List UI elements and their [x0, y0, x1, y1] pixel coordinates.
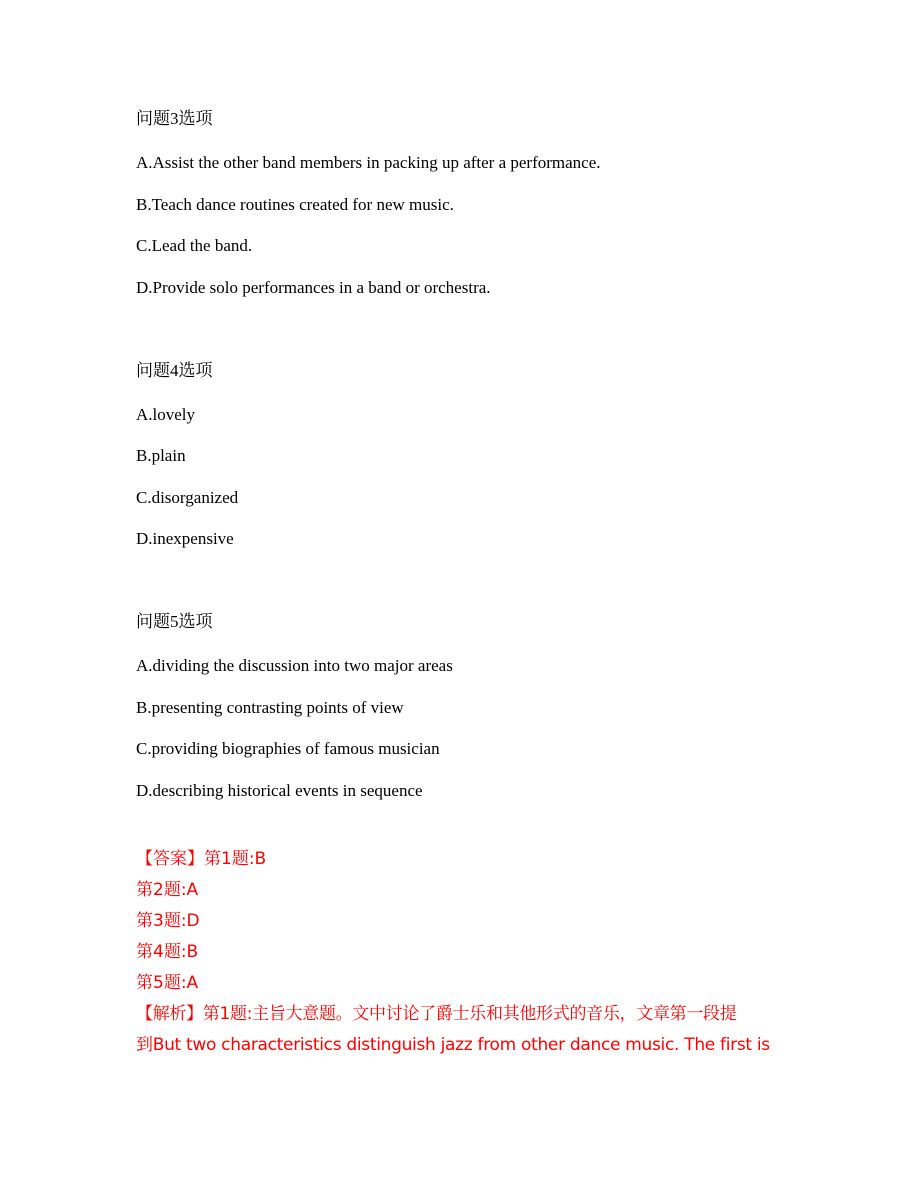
- analysis-line-2: 到But two characteristics distinguish jazz from other dance music. The first is: [136, 1035, 770, 1055]
- answer-3: 第3题:D: [136, 911, 200, 931]
- question-4-option-a: A.lovely: [136, 405, 196, 424]
- question-4-heading: 问题4选项: [136, 361, 213, 380]
- question-3-heading: 问题3选项: [136, 109, 213, 128]
- question-5-heading: 问题5选项: [136, 612, 213, 631]
- question-4-option-b: B.plain: [136, 446, 186, 465]
- analysis-line-1: 【解析】第1题:主旨大意题。文中讨论了爵士乐和其他形式的音乐，文章第一段提: [136, 1004, 737, 1024]
- analysis-paragraph: [136, 999, 786, 1061]
- question-3-option-d: D.Provide solo performances in a band or orchestra.: [136, 278, 491, 297]
- answer-2: 第2题:A: [136, 880, 199, 900]
- answer-5: 第5题:A: [136, 973, 199, 993]
- question-5-option-c: C.providing biographies of famous musician: [136, 739, 440, 758]
- question-3-option-b: B.Teach dance routines created for new music.: [136, 195, 454, 214]
- question-3-option-a: A.Assist the other band members in packing up after a performance.: [136, 153, 601, 172]
- question-5-option-d: D.describing historical events in sequence: [136, 781, 423, 800]
- answer-1: 【答案】第1题:B: [136, 849, 267, 869]
- question-4-option-d: D.inexpensive: [136, 529, 234, 548]
- question-5-option-a: A.dividing the discussion into two major areas: [136, 656, 453, 675]
- answer-4: 第4题:B: [136, 942, 199, 962]
- question-3-option-c: C.Lead the band.: [136, 236, 253, 255]
- question-5-option-b: B.presenting contrasting points of view: [136, 698, 404, 717]
- question-4-option-c: C.disorganized: [136, 488, 239, 507]
